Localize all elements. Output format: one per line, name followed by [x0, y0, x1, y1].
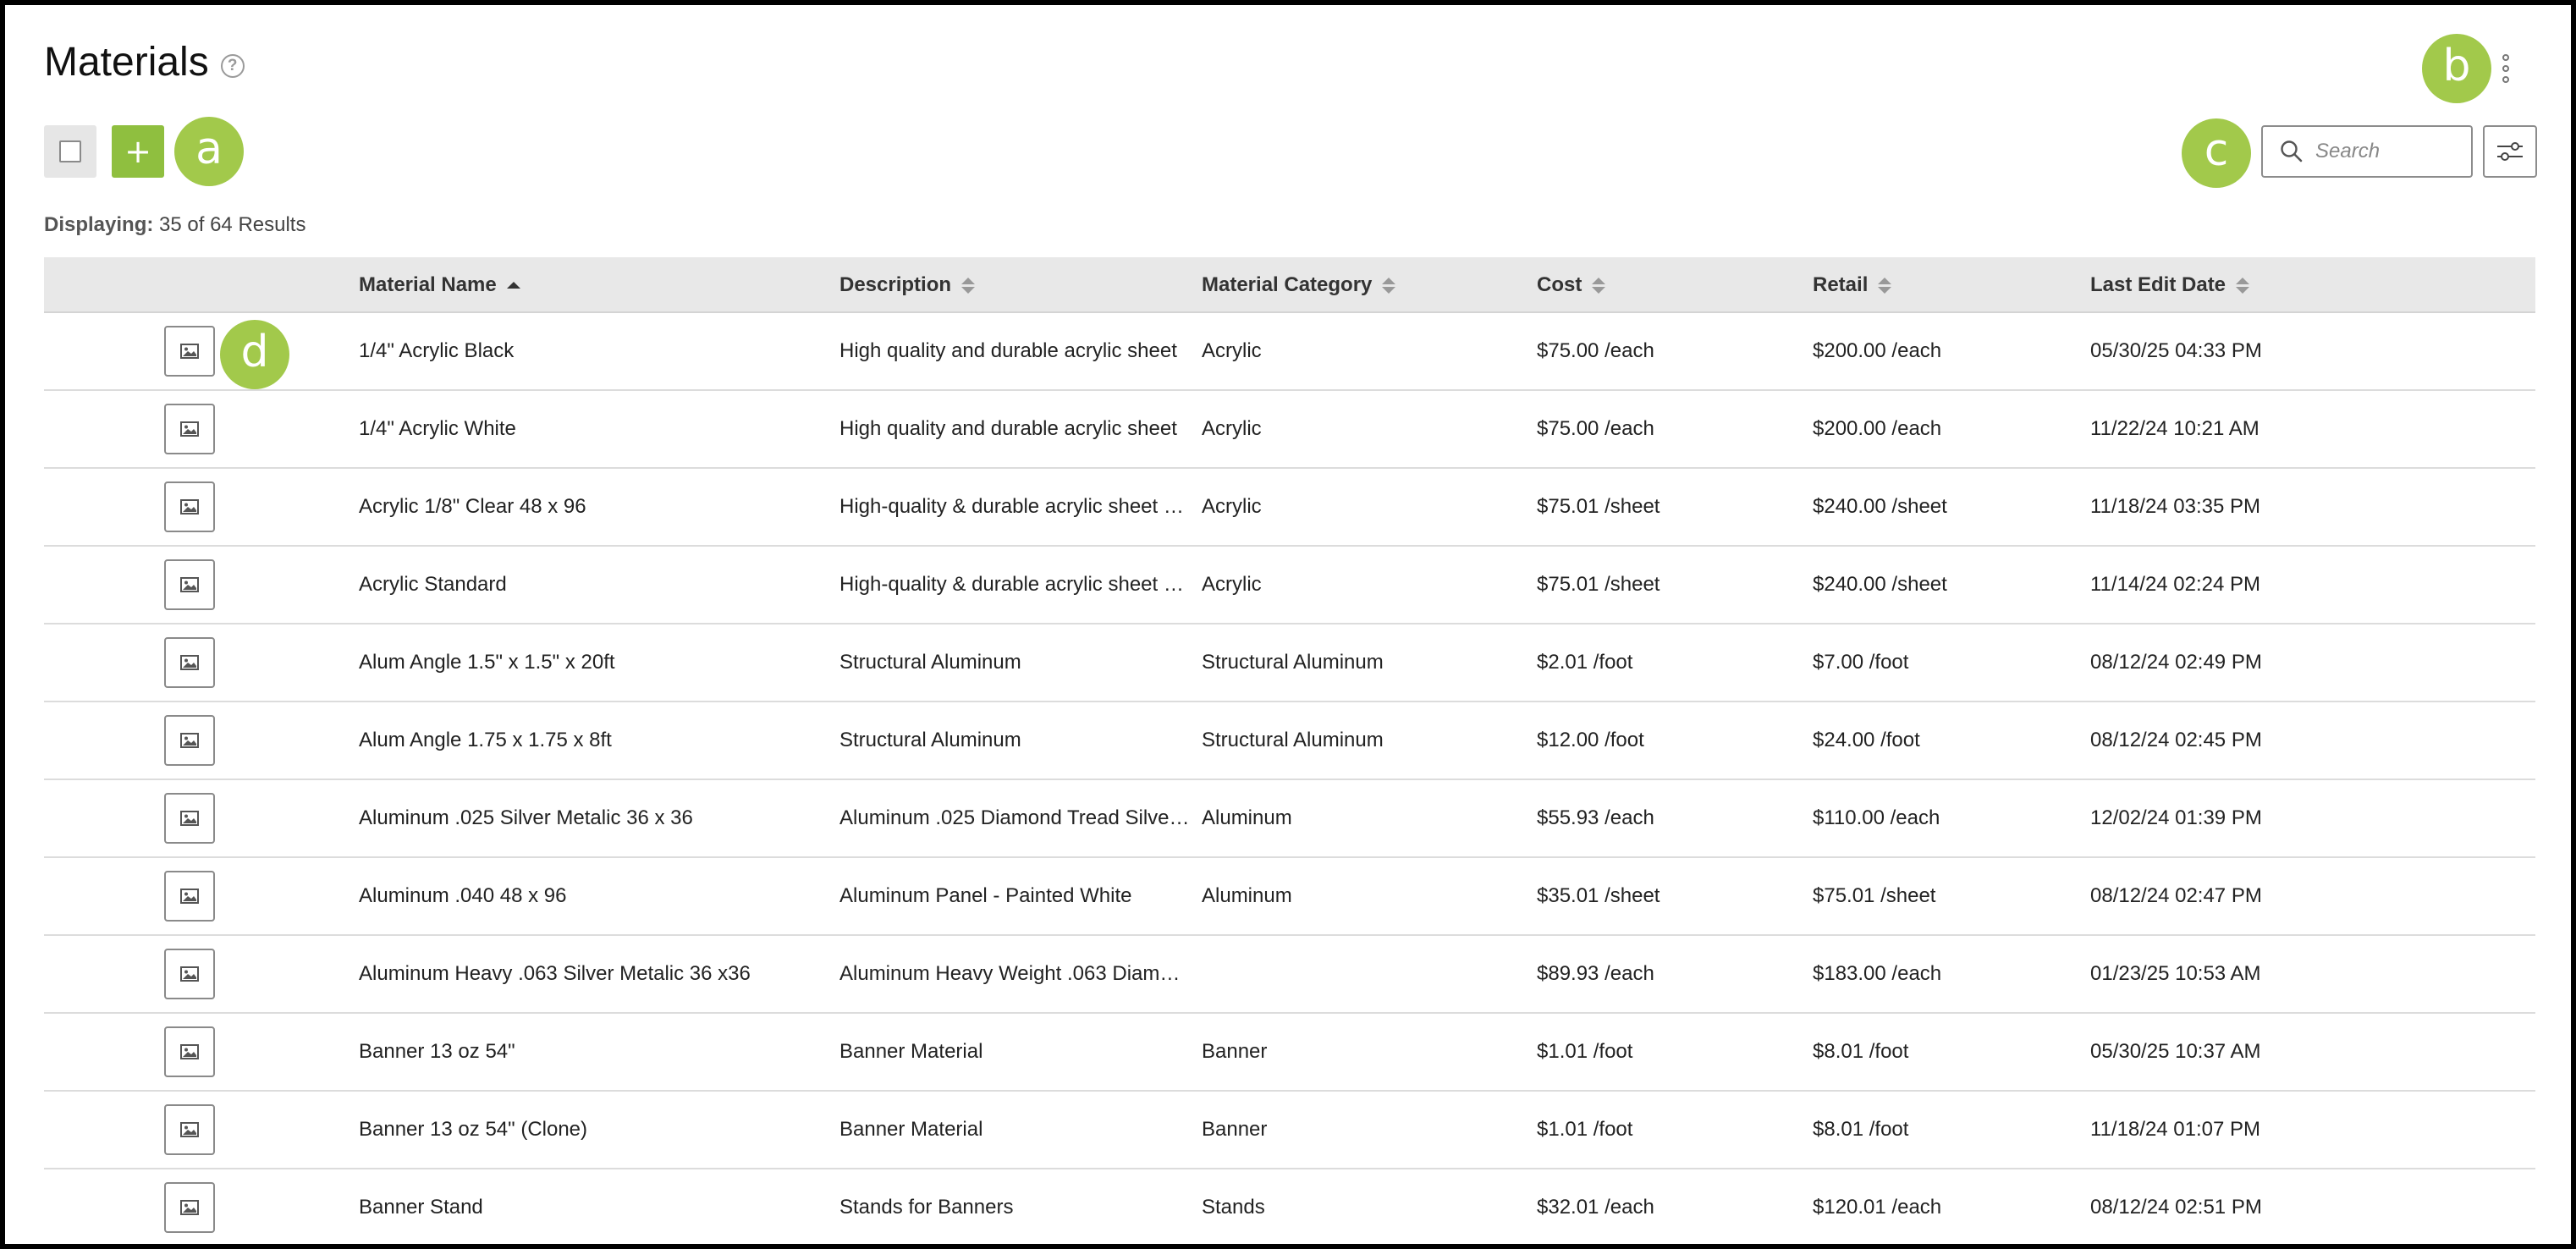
- cell-material-name[interactable]: 1/4" Acrylic Black: [359, 339, 515, 362]
- table-row[interactable]: [44, 702, 2535, 780]
- table-row[interactable]: [44, 313, 2535, 391]
- cell-retail: $183.00 /each: [1813, 962, 1942, 985]
- cell-retail: $7.00 /foot: [1813, 651, 1909, 674]
- cell-last-edit-date: 11/18/24 01:07 PM: [2090, 1118, 2261, 1141]
- callout-marker-c: c: [2182, 118, 2251, 188]
- cell-category: Acrylic: [1202, 573, 1262, 596]
- page-title: Materials: [44, 40, 209, 85]
- materials-table: [44, 257, 2535, 1244]
- select-all-checkbox[interactable]: [44, 125, 96, 178]
- cell-category: Structural Aluminum: [1202, 729, 1384, 751]
- cell-last-edit-date: 08/12/24 02:47 PM: [2090, 884, 2262, 907]
- cell-description: Banner Material: [839, 1118, 983, 1141]
- sort-icon: [1382, 278, 1395, 294]
- results-count: [44, 213, 305, 237]
- cell-category: Aluminum: [1202, 884, 1292, 907]
- cell-category: Structural Aluminum: [1202, 651, 1384, 674]
- cell-description: Aluminum Panel - Painted White: [839, 884, 1132, 907]
- cell-retail: $8.01 /foot: [1813, 1040, 1909, 1063]
- column-header-last-edit-date[interactable]: [2090, 257, 2249, 313]
- column-label: Material Category: [1202, 273, 1373, 296]
- table-row[interactable]: [44, 469, 2535, 547]
- image-placeholder-icon: [179, 1199, 200, 1216]
- title-row: [44, 39, 245, 85]
- image-placeholder-icon: [179, 576, 200, 593]
- image-placeholder-icon: [179, 498, 200, 515]
- sort-icon: [2236, 278, 2249, 294]
- cell-description: High quality and durable acrylic sheet: [839, 339, 1177, 362]
- cell-last-edit-date: 12/02/24 01:39 PM: [2090, 806, 2262, 829]
- cell-last-edit-date: 11/18/24 03:35 PM: [2090, 495, 2261, 518]
- cell-material-name[interactable]: Aluminum Heavy .063 Silver Metalic 36 x36: [359, 962, 751, 985]
- cell-last-edit-date: 08/12/24 02:49 PM: [2090, 651, 2262, 674]
- material-thumbnail[interactable]: [164, 404, 215, 454]
- table-row[interactable]: [44, 624, 2535, 702]
- cell-cost: $1.01 /foot: [1537, 1118, 1633, 1141]
- cell-cost: $75.01 /sheet: [1537, 495, 1660, 518]
- image-placeholder-icon: [179, 732, 200, 749]
- table-row[interactable]: [44, 1169, 2535, 1244]
- help-icon[interactable]: ?: [221, 54, 245, 78]
- cell-material-name[interactable]: Banner 13 oz 54": [359, 1040, 515, 1063]
- results-text: 35 of 64 Results: [159, 213, 306, 236]
- cell-last-edit-date: 05/30/25 10:37 AM: [2090, 1040, 2261, 1063]
- image-placeholder-icon: [179, 654, 200, 671]
- cell-cost: $1.01 /foot: [1537, 1040, 1633, 1063]
- cell-material-name[interactable]: Banner 13 oz 54" (Clone): [359, 1118, 588, 1141]
- material-thumbnail[interactable]: [164, 481, 215, 532]
- image-placeholder-icon: [179, 421, 200, 437]
- table-row[interactable]: [44, 858, 2535, 936]
- material-thumbnail[interactable]: [164, 559, 215, 610]
- image-placeholder-icon: [179, 966, 200, 982]
- column-header-description[interactable]: [839, 257, 975, 313]
- cell-category: Acrylic: [1202, 417, 1262, 440]
- cell-retail: $240.00 /sheet: [1813, 495, 1947, 518]
- table-row[interactable]: [44, 1014, 2535, 1092]
- material-thumbnail[interactable]: [164, 1182, 215, 1233]
- table-row[interactable]: [44, 1092, 2535, 1169]
- cell-last-edit-date: 01/23/25 10:53 AM: [2090, 962, 2261, 985]
- cell-description: Banner Material: [839, 1040, 983, 1063]
- cell-category: Banner: [1202, 1040, 1268, 1063]
- image-placeholder-icon: [179, 888, 200, 905]
- column-label: Cost: [1537, 273, 1582, 296]
- cell-category: Acrylic: [1202, 339, 1262, 362]
- cell-retail: $75.01 /sheet: [1813, 884, 1936, 907]
- cell-cost: $32.01 /each: [1537, 1196, 1654, 1219]
- cell-description: Aluminum .025 Diamond Tread Silve…: [839, 806, 1190, 829]
- column-label: Last Edit Date: [2090, 273, 2226, 296]
- sort-icon: [1592, 278, 1605, 294]
- cell-cost: $55.93 /each: [1537, 806, 1654, 829]
- material-thumbnail[interactable]: [164, 715, 215, 766]
- table-row[interactable]: [44, 936, 2535, 1014]
- column-label: Description: [839, 273, 952, 296]
- material-thumbnail[interactable]: [164, 1104, 215, 1155]
- material-thumbnail[interactable]: [164, 326, 215, 377]
- cell-category: Stands: [1202, 1196, 1265, 1219]
- cell-material-name[interactable]: Acrylic Standard: [359, 573, 507, 596]
- material-thumbnail[interactable]: [164, 1026, 215, 1077]
- search-icon: [2280, 140, 2304, 163]
- cell-cost: $12.00 /foot: [1537, 729, 1644, 751]
- callout-marker-a: a: [174, 117, 244, 186]
- table-header: [44, 257, 2535, 313]
- table-row[interactable]: [44, 780, 2535, 858]
- cell-material-name[interactable]: Aluminum .025 Silver Metalic 36 x 36: [359, 806, 693, 829]
- cell-last-edit-date: 11/22/24 10:21 AM: [2090, 417, 2260, 440]
- cell-description: Structural Aluminum: [839, 651, 1021, 674]
- cell-last-edit-date: 05/30/25 04:33 PM: [2090, 339, 2262, 362]
- cell-last-edit-date: 08/12/24 02:45 PM: [2090, 729, 2262, 751]
- cell-material-name[interactable]: 1/4" Acrylic White: [359, 417, 516, 440]
- cell-category: [1202, 936, 1523, 1012]
- cell-cost: $2.01 /foot: [1537, 651, 1633, 674]
- cell-retail: $110.00 /each: [1813, 806, 1940, 829]
- cell-description: Stands for Banners: [839, 1196, 1014, 1219]
- cell-retail: $120.01 /each: [1813, 1196, 1942, 1219]
- column-header-cost[interactable]: [1537, 257, 1605, 313]
- cell-cost: $75.00 /each: [1537, 339, 1654, 362]
- image-placeholder-icon: [179, 810, 200, 827]
- more-options-icon[interactable]: [2502, 54, 2510, 83]
- sort-icon: [1878, 278, 1891, 294]
- cell-category: Banner: [1202, 1118, 1268, 1141]
- cell-material-name[interactable]: Alum Angle 1.75 x 1.75 x 8ft: [359, 729, 612, 751]
- cell-retail: $24.00 /foot: [1813, 729, 1920, 751]
- app-frame: [5, 5, 2571, 1244]
- sort-icon: [961, 278, 975, 294]
- cell-description: High quality and durable acrylic sheet: [839, 417, 1177, 440]
- image-placeholder-icon: [179, 1121, 200, 1138]
- checkbox-box: [59, 140, 81, 162]
- filter-button[interactable]: [2483, 125, 2537, 178]
- add-material-button[interactable]: +: [112, 125, 164, 178]
- callout-marker-b: b: [2422, 34, 2491, 103]
- cell-material-name[interactable]: Banner Stand: [359, 1196, 483, 1219]
- sort-ascending-icon: [507, 282, 520, 289]
- cell-description: High-quality & durable acrylic sheet …: [839, 573, 1184, 596]
- cell-material-name[interactable]: Alum Angle 1.5" x 1.5" x 20ft: [359, 651, 615, 674]
- image-placeholder-icon: [179, 1043, 200, 1060]
- cell-category: Aluminum: [1202, 806, 1292, 829]
- cell-cost: $35.01 /sheet: [1537, 884, 1660, 907]
- cell-last-edit-date: 08/12/24 02:51 PM: [2090, 1196, 2262, 1219]
- cell-retail: $200.00 /each: [1813, 339, 1942, 362]
- cell-last-edit-date: 11/14/24 02:24 PM: [2090, 573, 2261, 596]
- results-label: Displaying:: [44, 213, 154, 236]
- sliders-icon: [2496, 140, 2524, 162]
- column-label: Retail: [1813, 273, 1869, 296]
- material-thumbnail[interactable]: [164, 871, 215, 922]
- cell-retail: $240.00 /sheet: [1813, 573, 1947, 596]
- cell-cost: $75.00 /each: [1537, 417, 1654, 440]
- cell-cost: $75.01 /sheet: [1537, 573, 1660, 596]
- cell-material-name[interactable]: Aluminum .040 48 x 96: [359, 884, 567, 907]
- cell-description: Aluminum Heavy Weight .063 Diam…: [839, 962, 1181, 985]
- column-header-material-category[interactable]: [1202, 257, 1395, 313]
- material-thumbnail[interactable]: [164, 637, 215, 688]
- cell-category: Acrylic: [1202, 495, 1262, 518]
- table-row[interactable]: [44, 547, 2535, 624]
- table-row[interactable]: [44, 391, 2535, 469]
- cell-description: Structural Aluminum: [839, 729, 1021, 751]
- cell-material-name[interactable]: Acrylic 1/8" Clear 48 x 96: [359, 495, 586, 518]
- column-header-material-name[interactable]: [359, 257, 520, 313]
- search-input[interactable]: [2315, 140, 2459, 163]
- column-label: Material Name: [359, 273, 497, 296]
- cell-cost: $89.93 /each: [1537, 962, 1654, 985]
- cell-description: High-quality & durable acrylic sheet …: [839, 495, 1184, 518]
- image-placeholder-icon: [179, 343, 200, 360]
- search-box[interactable]: [2261, 125, 2473, 178]
- column-header-retail[interactable]: [1813, 257, 1891, 313]
- material-thumbnail[interactable]: [164, 949, 215, 999]
- cell-retail: $8.01 /foot: [1813, 1118, 1909, 1141]
- material-thumbnail[interactable]: [164, 793, 215, 844]
- cell-retail: $200.00 /each: [1813, 417, 1942, 440]
- table-body: [44, 313, 2535, 1244]
- callout-marker-d: d: [220, 320, 289, 389]
